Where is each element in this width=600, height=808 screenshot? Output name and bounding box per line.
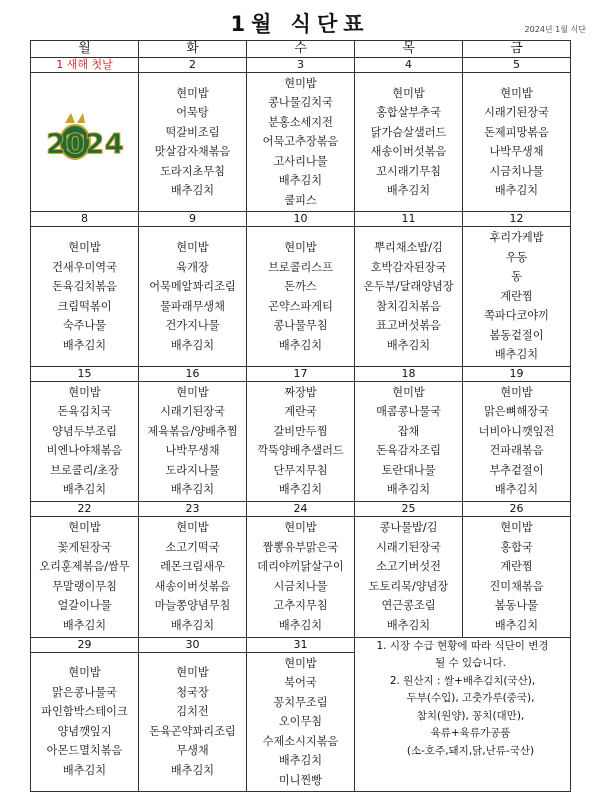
date-cell: 18	[355, 366, 463, 381]
weekday-header: 월	[31, 41, 139, 58]
menu-item: 나박무생채	[489, 145, 544, 159]
menu-items	[355, 84, 462, 201]
menu-row	[31, 517, 571, 637]
menu-item: 배추김치	[386, 338, 431, 352]
menu-item: 고사리나물	[273, 154, 328, 168]
menu-item: 미니찐빵	[278, 773, 323, 787]
menu-item: 현미밥	[500, 521, 533, 535]
weekday-header: 수	[247, 41, 355, 58]
menu-item: 배추김치	[170, 184, 215, 198]
menu-item: 비엔나야채볶음	[46, 444, 123, 458]
menu-item: 어묵메알꽈리조림	[149, 280, 236, 293]
menu-cell	[247, 652, 355, 791]
menu-item: 부추겉절이	[489, 463, 544, 477]
menu-item: 깍뚝양배추샐러드	[257, 444, 344, 458]
notes-cell	[355, 637, 571, 791]
menu-item: 무생채	[176, 744, 209, 758]
menu-item: 현미밥	[176, 385, 209, 399]
menu-item: 크림떡볶이	[57, 299, 112, 313]
menu-item: 오리훈제볶음/쌈무	[39, 560, 130, 574]
menu-item: 마늘쫑양념무침	[154, 599, 231, 613]
menu-item: 현미밥	[392, 385, 425, 399]
menu-item: 맑은뼈해장국	[484, 405, 549, 419]
menu-item: 배추김치	[278, 618, 323, 632]
menu-items	[31, 383, 138, 500]
menu-item: 분홍소세지전	[268, 115, 333, 129]
menu-item: 현미밥	[284, 656, 317, 670]
menu-item: 새송이버섯볶음	[370, 145, 447, 159]
menu-item: 현미밥	[500, 385, 533, 399]
menu-item: 배추김치	[386, 618, 431, 632]
menu-item: 진미채볶음	[489, 579, 544, 593]
menu-item: 콩나물밥/김	[379, 521, 438, 535]
menu-item: 현미밥	[68, 385, 101, 399]
menu-item: 연근콩조림	[381, 599, 436, 613]
date-cell: 17	[247, 366, 355, 381]
menu-items	[463, 84, 570, 201]
date-cell: 5	[463, 58, 571, 73]
menu-item: 아몬드멸치볶음	[46, 744, 123, 758]
menu-item: 현미밥	[176, 666, 209, 680]
menu-item: 뿌리채소밥/김	[374, 241, 443, 254]
menu-item: 무말랭이무침	[52, 579, 117, 593]
menu-item: 우동	[505, 250, 528, 264]
menu-item: 양념깻잎지	[57, 724, 112, 738]
menu-item: 도라지나물	[165, 463, 220, 477]
menu-cell	[139, 227, 247, 366]
menu-item: 표고버섯볶음	[376, 319, 441, 332]
menu-item: 배추김치	[494, 618, 539, 632]
note-line: 될 수 있습니다.	[435, 657, 506, 670]
menu-cell	[139, 73, 247, 212]
menu-cell	[31, 517, 139, 637]
weekday-header: 목	[355, 41, 463, 58]
menu-item: 짬뽕유부맑은국	[262, 540, 339, 554]
menu-item: 현미밥	[176, 86, 209, 100]
menu-item: 브로콜리스프	[268, 260, 333, 274]
date-cell: 30	[139, 637, 247, 652]
menu-item: 봄동겉절이	[489, 328, 544, 342]
menu-item: 배추김치	[62, 763, 107, 777]
menu-item: 배추김치	[494, 184, 539, 198]
date-cell: 12	[463, 212, 571, 227]
menu-item: 돈까스	[284, 280, 317, 293]
menu-item: 소고기떡국	[165, 540, 220, 554]
page-subtitle: 2024년 1월 식단	[524, 25, 586, 34]
menu-item: 호박감자된장국	[370, 260, 447, 274]
menu-cell	[355, 73, 463, 212]
date-row	[31, 212, 571, 227]
dragon-2024-logo-icon	[35, 109, 135, 171]
menu-item: 현미밥	[284, 76, 317, 90]
note-line: (소-호주,돼지,닭,난류-국산)	[406, 744, 535, 757]
note-line: 참치(원양), 꽁치(대만),	[416, 709, 525, 722]
menu-items	[247, 383, 354, 500]
menu-item: 돈육김치국	[57, 405, 112, 419]
note-line: 육류+육류가공품	[430, 727, 511, 740]
menu-cell	[31, 73, 139, 212]
menu-item: 꽁치무조림	[273, 695, 328, 709]
menu-items	[139, 518, 246, 635]
menu-item: 건파래볶음	[489, 444, 544, 458]
menu-items	[31, 663, 138, 780]
date-cell: 4	[355, 58, 463, 73]
meal-plan-table	[30, 40, 571, 792]
menu-item: 수제소시지볶음	[262, 734, 339, 748]
menu-items	[355, 383, 462, 500]
menu-cell	[31, 227, 139, 366]
menu-item: 동	[511, 270, 522, 284]
date-cell: 8	[31, 212, 139, 227]
date-row	[31, 366, 571, 381]
menu-items	[355, 518, 462, 635]
menu-item: 배추김치	[386, 184, 431, 198]
menu-items	[139, 84, 246, 201]
menu-item: 콩나물무침	[273, 319, 328, 332]
menu-item: 돈제피망볶음	[484, 125, 549, 139]
menu-item: 쪽파다코야끼	[484, 309, 549, 323]
menu-cell	[247, 517, 355, 637]
menu-cell	[355, 227, 463, 366]
menu-item: 짜장밥	[284, 385, 317, 399]
menu-cell	[139, 381, 247, 501]
menu-item: 시금치나물	[489, 164, 544, 178]
menu-item: 레몬크림새우	[160, 560, 225, 574]
menu-item: 잡채	[397, 424, 420, 438]
menu-item: 파인함박스테이크	[41, 705, 128, 719]
logo-year-text: 2024	[45, 127, 124, 161]
menu-item: 곤약스파게티	[268, 299, 333, 313]
menu-item: 배추김치	[62, 483, 107, 497]
menu-item: 현미밥	[176, 521, 209, 535]
menu-item: 어묵탕	[176, 106, 209, 120]
menu-item: 새송이버섯볶음	[154, 579, 231, 593]
menu-item: 토란대나물	[381, 463, 436, 477]
menu-cell	[463, 517, 571, 637]
menu-item: 홍합살부추국	[376, 106, 441, 120]
menu-item: 봄동나물	[494, 599, 539, 613]
menu-item: 너비아니깻잎전	[478, 424, 555, 438]
menu-cell	[247, 381, 355, 501]
menu-items	[463, 518, 570, 635]
menu-items	[463, 228, 570, 365]
menu-item: 시래기된장국	[160, 405, 225, 419]
menu-row	[31, 227, 571, 366]
page-title: 1월 식단표	[230, 12, 370, 36]
menu-item: 도토리묵/양념장	[368, 579, 449, 593]
menu-item: 배추김치	[278, 483, 323, 497]
menu-item: 건가지나물	[165, 319, 220, 332]
menu-item: 북어국	[284, 676, 317, 690]
menu-item: 배추김치	[170, 338, 215, 352]
menu-item: 맛살감자채볶음	[154, 145, 231, 159]
menu-item: 현미밥	[176, 241, 209, 254]
menu-item: 배추김치	[170, 483, 215, 497]
menu-item: 소고기버섯전	[376, 560, 441, 574]
menu-cell	[139, 652, 247, 791]
menu-item: 현미밥	[392, 86, 425, 100]
date-cell: 25	[355, 502, 463, 517]
date-cell: 26	[463, 502, 571, 517]
menu-item: 얼갈이나물	[57, 599, 112, 613]
menu-item: 육개장	[176, 260, 209, 274]
menu-item: 현미밥	[284, 241, 317, 254]
note-line: 두부(수입), 고춧가루(중국),	[406, 692, 535, 705]
menu-cell	[463, 73, 571, 212]
menu-item: 갈비만두찜	[273, 424, 328, 438]
menu-cell	[463, 227, 571, 366]
menu-item: 오이무침	[278, 715, 323, 729]
menu-cell	[31, 652, 139, 791]
menu-cell	[31, 381, 139, 501]
menu-item: 배추김치	[494, 483, 539, 497]
menu-item: 시금치나물	[273, 579, 328, 593]
menu-item: 현미밥	[68, 666, 101, 680]
menu-item: 김치전	[176, 705, 209, 719]
date-cell: 1 새해 첫날	[31, 58, 139, 73]
menu-item: 계란찜	[500, 289, 533, 303]
date-cell: 9	[139, 212, 247, 227]
menu-items	[247, 74, 354, 211]
weekday-header: 금	[463, 41, 571, 58]
menu-item: 돈육감자조림	[376, 444, 441, 458]
menu-items	[31, 238, 138, 355]
menu-item: 매콤콩나물국	[376, 405, 441, 419]
menu-item: 떡갈비조림	[165, 125, 220, 139]
menu-item: 현미밥	[68, 521, 101, 535]
menu-item: 브로콜리/초장	[50, 463, 119, 477]
date-cell: 2	[139, 58, 247, 73]
date-cell: 24	[247, 502, 355, 517]
date-cell: 29	[31, 637, 139, 652]
menu-item: 현미밥	[284, 521, 317, 535]
menu-item: 배추김치	[278, 754, 323, 768]
menu-item: 콩나물김치국	[268, 96, 333, 110]
menu-item: 돈육김치볶음	[52, 280, 117, 293]
date-cell: 22	[31, 502, 139, 517]
date-cell: 16	[139, 366, 247, 381]
date-cell: 23	[139, 502, 247, 517]
menu-item: 시래기된장국	[376, 540, 441, 554]
menu-item: 온두부/달래양념장	[363, 280, 454, 293]
menu-item: 배추김치	[170, 763, 215, 777]
menu-item: 건새우미역국	[52, 260, 117, 274]
menu-items	[31, 518, 138, 635]
menu-item: 돈육곤약꽈리조림	[149, 724, 236, 738]
menu-item: 숙주나물	[62, 319, 107, 332]
note-line: 2. 원산지 : 쌀+배추김치(국산),	[389, 674, 536, 687]
menu-item: 도라지초무침	[160, 164, 225, 178]
menu-item: 꽃게된장국	[57, 540, 112, 554]
menu-item: 시래기된장국	[484, 106, 549, 120]
menu-item: 양념두부조림	[52, 424, 117, 438]
menu-item: 배추김치	[494, 348, 539, 362]
menu-item: 맑은콩나물국	[52, 685, 117, 699]
menu-item: 제육볶음/양배추찜	[147, 424, 238, 438]
menu-item: 배추김치	[62, 618, 107, 632]
menu-row	[31, 73, 571, 212]
menu-item: 현미밥	[68, 241, 101, 254]
menu-item: 고추지무침	[273, 599, 328, 613]
menu-cell	[355, 381, 463, 501]
menu-cell	[247, 227, 355, 366]
menu-items	[139, 383, 246, 500]
menu-items	[355, 238, 462, 355]
weekday-header-row	[31, 41, 571, 58]
menu-cell	[463, 381, 571, 501]
date-cell: 19	[463, 366, 571, 381]
menu-item: 배추김치	[62, 338, 107, 352]
menu-items	[139, 238, 246, 355]
menu-item: 데리야끼닭살구이	[257, 560, 344, 574]
menu-item: 현미밥	[500, 86, 533, 100]
menu-item: 배추김치	[386, 483, 431, 497]
menu-item: 후리가케밥	[489, 231, 544, 245]
date-cell: 11	[355, 212, 463, 227]
menu-cell	[355, 517, 463, 637]
date-cell: 15	[31, 366, 139, 381]
menu-cell	[139, 517, 247, 637]
menu-item: 배추김치	[278, 174, 323, 188]
menu-items	[463, 383, 570, 500]
menu-item: 계란국	[284, 405, 317, 419]
menu-items	[247, 238, 354, 355]
menu-item: 나박무생채	[165, 444, 220, 458]
date-cell: 3	[247, 58, 355, 73]
menu-row	[31, 381, 571, 501]
menu-item: 계란찜	[500, 560, 533, 574]
date-row	[31, 58, 571, 73]
menu-items	[247, 518, 354, 635]
date-cell: 31	[247, 637, 355, 652]
date-cell: 10	[247, 212, 355, 227]
menu-item: 꼬시래기무침	[376, 164, 441, 178]
date-row	[31, 502, 571, 517]
menu-items	[247, 654, 354, 791]
menu-item: 쿨피스	[284, 193, 317, 207]
menu-item: 홍합국	[500, 540, 533, 554]
menu-item: 물파래무생채	[160, 299, 225, 313]
menu-item: 청국장	[176, 685, 209, 699]
menu-items	[139, 663, 246, 780]
menu-item: 단무지무침	[273, 463, 328, 477]
weekday-header: 화	[139, 41, 247, 58]
menu-item: 참치김치볶음	[376, 299, 441, 313]
date-row	[31, 637, 571, 652]
menu-item: 배추김치	[170, 618, 215, 632]
menu-item: 어묵고추장볶음	[262, 135, 339, 149]
menu-item: 닭가슴살샐러드	[370, 125, 447, 139]
menu-item: 배추김치	[278, 338, 323, 352]
menu-cell	[247, 73, 355, 212]
note-line: 1. 시장 수급 현황에 따라 식단이 변경	[376, 639, 549, 652]
